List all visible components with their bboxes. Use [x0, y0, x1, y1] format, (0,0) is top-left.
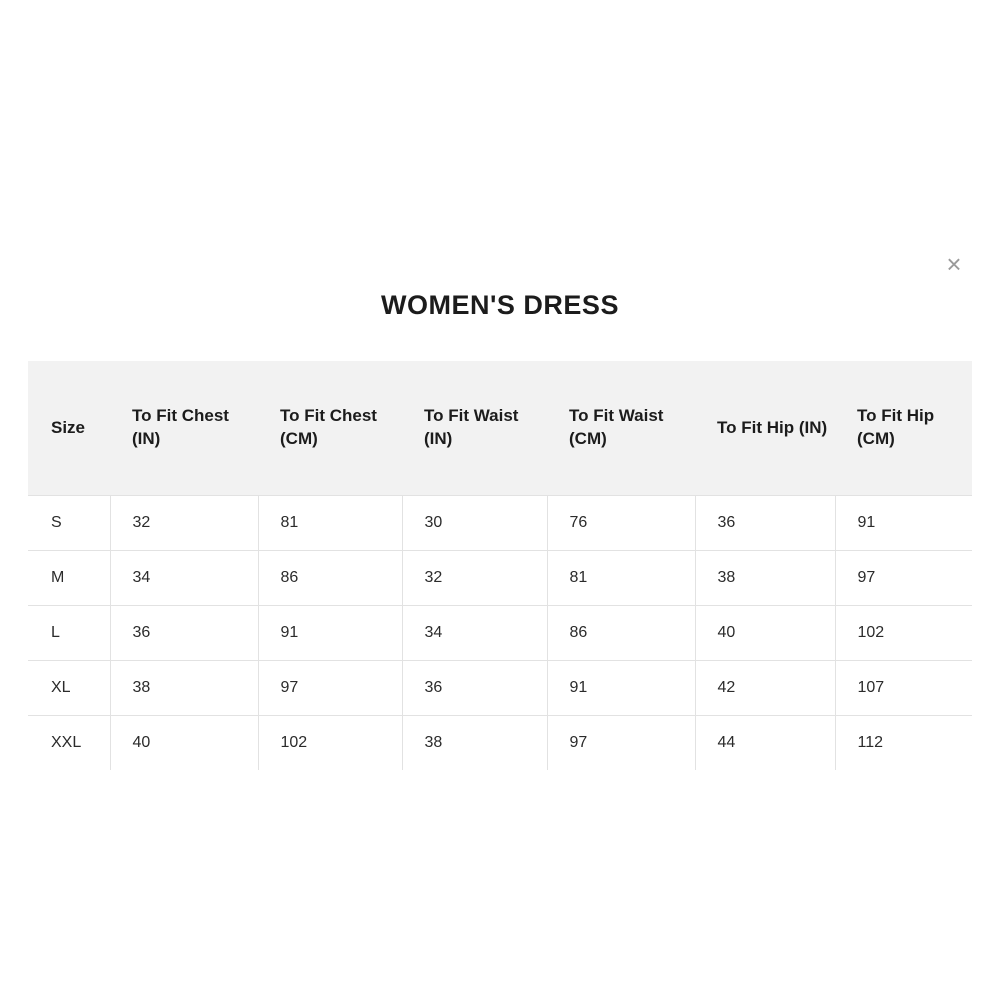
size-chart-table — [28, 361, 972, 770]
table-body — [28, 496, 972, 771]
table-row — [28, 661, 972, 716]
column-header-chest-in: To Fit Chest (IN) — [110, 361, 258, 496]
cell-size: L — [28, 606, 110, 661]
cell-chest-in: 32 — [110, 496, 258, 551]
close-icon[interactable]: × — [946, 249, 962, 279]
column-header-hip-cm: To Fit Hip (CM) — [835, 361, 972, 496]
cell-chest-in: 40 — [110, 716, 258, 771]
cell-hip-cm: 91 — [835, 496, 972, 551]
cell-size: XL — [28, 661, 110, 716]
table-row — [28, 606, 972, 661]
cell-chest-cm: 86 — [258, 551, 402, 606]
cell-waist-in: 30 — [402, 496, 547, 551]
cell-waist-cm: 81 — [547, 551, 695, 606]
cell-waist-cm: 91 — [547, 661, 695, 716]
cell-chest-in: 34 — [110, 551, 258, 606]
cell-hip-cm: 112 — [835, 716, 972, 771]
cell-waist-cm: 86 — [547, 606, 695, 661]
cell-waist-in: 34 — [402, 606, 547, 661]
column-header-size: Size — [28, 361, 110, 496]
page-title: WOMEN'S DRESS — [381, 290, 619, 320]
cell-chest-in: 38 — [110, 661, 258, 716]
table-row — [28, 551, 972, 606]
cell-chest-cm: 97 — [258, 661, 402, 716]
cell-size: XXL — [28, 716, 110, 771]
column-header-chest-cm: To Fit Chest (CM) — [258, 361, 402, 496]
cell-waist-in: 36 — [402, 661, 547, 716]
cell-waist-cm: 76 — [547, 496, 695, 551]
cell-chest-cm: 91 — [258, 606, 402, 661]
cell-chest-cm: 102 — [258, 716, 402, 771]
table-header-row — [28, 361, 972, 496]
table-header — [28, 361, 972, 496]
column-header-waist-in: To Fit Waist (IN) — [402, 361, 547, 496]
cell-size: M — [28, 551, 110, 606]
cell-waist-in: 32 — [402, 551, 547, 606]
cell-hip-in: 44 — [695, 716, 835, 771]
size-chart-table-wrap — [28, 361, 972, 770]
cell-hip-in: 36 — [695, 496, 835, 551]
column-header-hip-in: To Fit Hip (IN) — [695, 361, 835, 496]
column-header-waist-cm: To Fit Waist (CM) — [547, 361, 695, 496]
cell-chest-cm: 81 — [258, 496, 402, 551]
table-row — [28, 716, 972, 771]
cell-hip-cm: 107 — [835, 661, 972, 716]
cell-chest-in: 36 — [110, 606, 258, 661]
cell-size: S — [28, 496, 110, 551]
cell-hip-in: 42 — [695, 661, 835, 716]
cell-hip-in: 38 — [695, 551, 835, 606]
cell-hip-cm: 97 — [835, 551, 972, 606]
cell-waist-in: 38 — [402, 716, 547, 771]
table-row — [28, 496, 972, 551]
cell-hip-in: 40 — [695, 606, 835, 661]
cell-hip-cm: 102 — [835, 606, 972, 661]
cell-waist-cm: 97 — [547, 716, 695, 771]
